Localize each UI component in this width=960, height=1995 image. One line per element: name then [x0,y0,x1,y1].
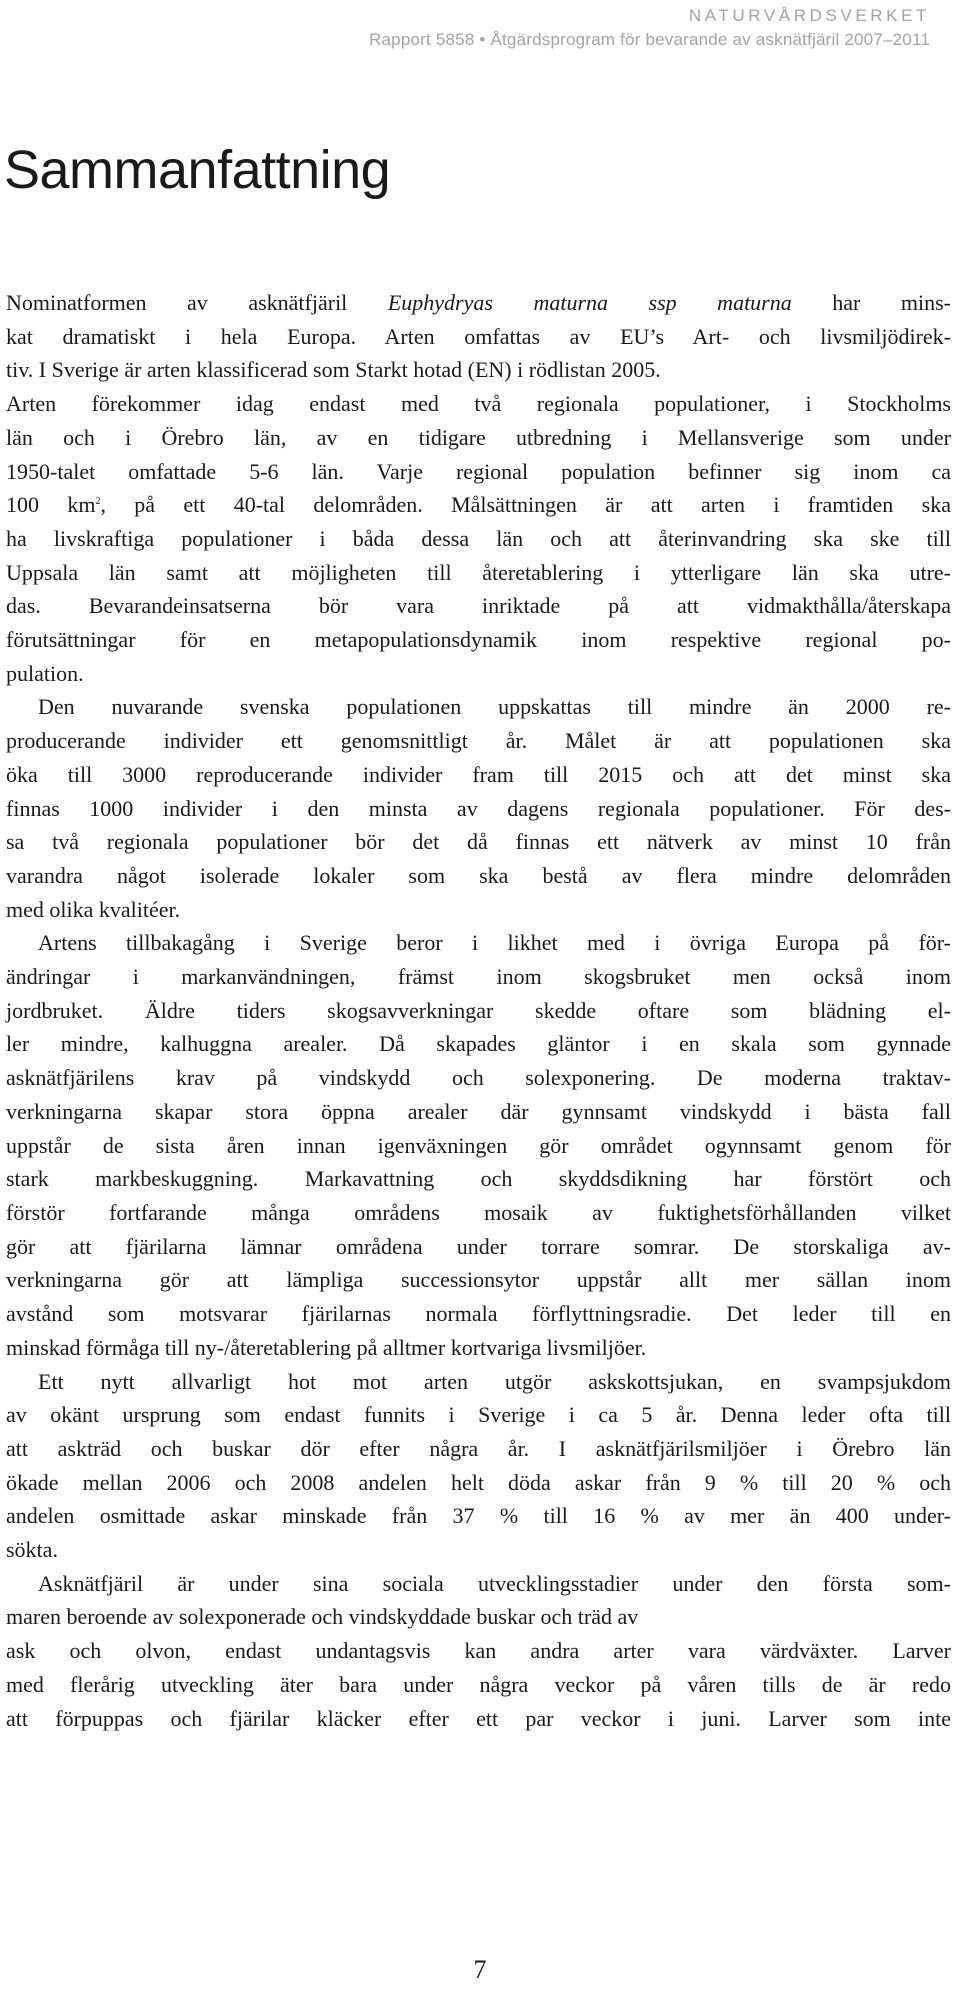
text-line [6,455,951,489]
text-line [6,792,951,826]
text-segment: pulation. [6,660,84,686]
text-segment: jordbruket. Äldre tiders skogsavverkningar skedde oftare som blädning el- [6,997,951,1023]
text-segment: maren beroende av solexponerade och vindskyddade buskar och träd av [6,1604,639,1630]
text-segment: gör att fjärilarna lämnar områdena under torrare somrar. De storskaliga av- [6,1233,951,1259]
text-line [6,1668,951,1702]
text-segment: Arten förekommer idag endast med två regionala populationer, i Stockholms [6,391,951,417]
text-line [6,690,951,724]
text-segment: producerande individer ett genomsnittligt år. Målet är att populationen ska [6,728,951,754]
text-line [6,1600,951,1634]
text-segment: finnas 1000 individer i den minsta av dagens regionala populationer. För des- [6,795,951,821]
text-line [6,1162,951,1196]
text-segment: minskad förmåga till ny-/återetablering på alltmer kortvariga livsmiljöer. [6,1334,647,1360]
text-segment: avstånd som motsvarar fjärilarnas normala förflyttningsradie. Det leder till en [6,1301,951,1327]
text-line [6,1061,951,1095]
text-segment: kat dramatiskt i hela Europa. Arten omfattas av EU’s Art- och livsmiljödirek- [6,323,951,349]
text-segment: län och i Örebro län, av en tidigare utbredning i Mellansverige som under [6,424,951,450]
text-segment: av okänt ursprung som endast funnits i Sverige i ca 5 år. Denna leder ofta till [6,1402,951,1428]
text-line [6,1365,951,1399]
text-line [6,421,951,455]
text-segment: verkningarna skapar stora öppna arealer där gynnsamt vindskydd i bästa fall [6,1098,951,1124]
text-segment: uppstår de sista åren innan igenväxningen gör området ogynnsamt genom för [6,1132,951,1158]
text-segment: ändringar i markanvändningen, främst inom skogsbruket men också inom [6,964,951,990]
text-line [6,623,951,657]
text-segment: 100 km [6,492,96,518]
text-line [6,859,951,893]
page-number: 7 [473,1955,487,1984]
text-segment: Asknätfjäril är under sina sociala utvecklingsstadier under den första som- [38,1570,951,1596]
text-line [6,994,951,1028]
text-segment: Artens tillbakagång i Sverige beror i likhet med i övriga Europa på för- [38,930,951,956]
text-line [6,556,951,590]
text-segment: Uppsala län samt att möjligheten till återetablering i ytterligare län ska utre- [6,559,951,585]
text-segment: Ett nytt allvarligt hot mot arten utgör askskottsjukan, en svampsjukdom [38,1368,951,1394]
text-segment: varandra något isolerade lokaler som ska bestå av flera mindre delområden [6,862,951,888]
text-segment: das. Bevarandeinsatserna bör vara inriktade på att vidmakthålla/återskapa [6,593,951,619]
header-report-title: Rapport 5858 • Åtgärdsprogram för bevarande av asknätfjäril 2007–2011 [369,30,930,49]
text-segment: , på ett 40-tal delområden. Målsättningen är att arten i framtiden ska [100,492,951,518]
text-line [6,387,951,421]
text-segment: förutsättningar för en metapopulationsdynamik inom respektive regional po- [6,627,951,653]
text-line [6,353,951,387]
text-segment: har mins- [791,290,952,315]
text-segment: ask och olvon, endast undantagsvis kan andra arter vara värdväxter. Larver [6,1638,951,1664]
text-line [6,1095,951,1129]
text-segment: tiv. I Sverige är arten klassificerad som Starkt hotad (EN) i rödlistan 2005. [6,357,661,383]
text-line [6,1398,951,1432]
text-segment: sökta. [6,1537,58,1563]
species-name-italic: Euphydryas maturna ssp maturna [387,290,792,315]
text-segment: Den nuvarande svenska populationen uppskattas till mindre än 2000 re- [38,694,951,720]
text-segment: verkningarna gör att lämpliga successionsytor uppstår allt mer sällan inom [6,1267,951,1293]
text-line [6,960,951,994]
text-segment: andelen osmittade askar minskade från 37 % till 16 % av mer än 400 under- [6,1503,951,1529]
header-organization: NATURVÅRDSVERKET [688,6,930,25]
text-line [6,488,951,522]
text-segment: ha livskraftiga populationer i båda dessa län och att återinvandring ska ske till [6,525,951,551]
text-line [6,1634,951,1668]
text-segment: ökade mellan 2006 och 2008 andelen helt döda askar från 9 % till 20 % och [6,1469,951,1495]
text-line [6,926,951,960]
text-line [6,825,951,859]
text-line [6,320,951,354]
text-line [6,1567,951,1601]
text-line [6,1230,951,1264]
page-title: Sammanfattning [4,140,391,200]
text-line [6,758,951,792]
text-segment: Nominatformen av asknätfjäril [6,290,388,315]
text-segment: med olika kvalitéer. [6,896,181,922]
text-line [6,1129,951,1163]
text-line [6,1027,951,1061]
text-line [6,1466,951,1500]
text-line [6,724,951,758]
text-line [6,1499,951,1533]
text-segment: förstör fortfarande många områdens mosaik av fuktighetsförhållanden vilket [6,1199,951,1225]
text-line [6,1331,951,1365]
text-segment: att askträd och buskar dör efter några år. I asknätfjärilsmiljöer i Örebro län [6,1435,951,1461]
text-segment: 1950-talet omfattade 5-6 län. Varje regional population befinner sig inom ca [6,458,951,484]
text-line [6,286,951,320]
text-line [6,1297,951,1331]
text-segment: stark markbeskuggning. Markavattning och skyddsdikning har förstört och [6,1166,951,1192]
page-header [369,4,930,52]
text-segment: sa två regionala populationer bör det då finnas ett nätverk av minst 10 från [6,829,951,855]
text-segment: med flerårig utveckling äter bara under några veckor på våren tills de är redo [6,1671,951,1697]
superscript: 2 [95,496,101,508]
summary-body-text [6,286,951,1735]
text-line [6,1702,951,1736]
text-line [6,522,951,556]
text-segment: asknätfjärilens krav på vindskydd och solexponering. De moderna traktav- [6,1065,951,1091]
text-line [6,657,951,691]
text-segment: öka till 3000 reproducerande individer fram till 2015 och att det minst ska [6,761,951,787]
text-line [6,1196,951,1230]
text-line [6,589,951,623]
text-segment: att förpuppas och fjärilar kläcker efter ett par veckor i juni. Larver som inte [6,1705,951,1731]
text-segment: ler mindre, kalhuggna arealer. Då skapades gläntor i en skala som gynnade [6,1031,951,1057]
text-line [6,1432,951,1466]
text-line [6,1533,951,1567]
text-line [6,1263,951,1297]
text-line [6,893,951,927]
